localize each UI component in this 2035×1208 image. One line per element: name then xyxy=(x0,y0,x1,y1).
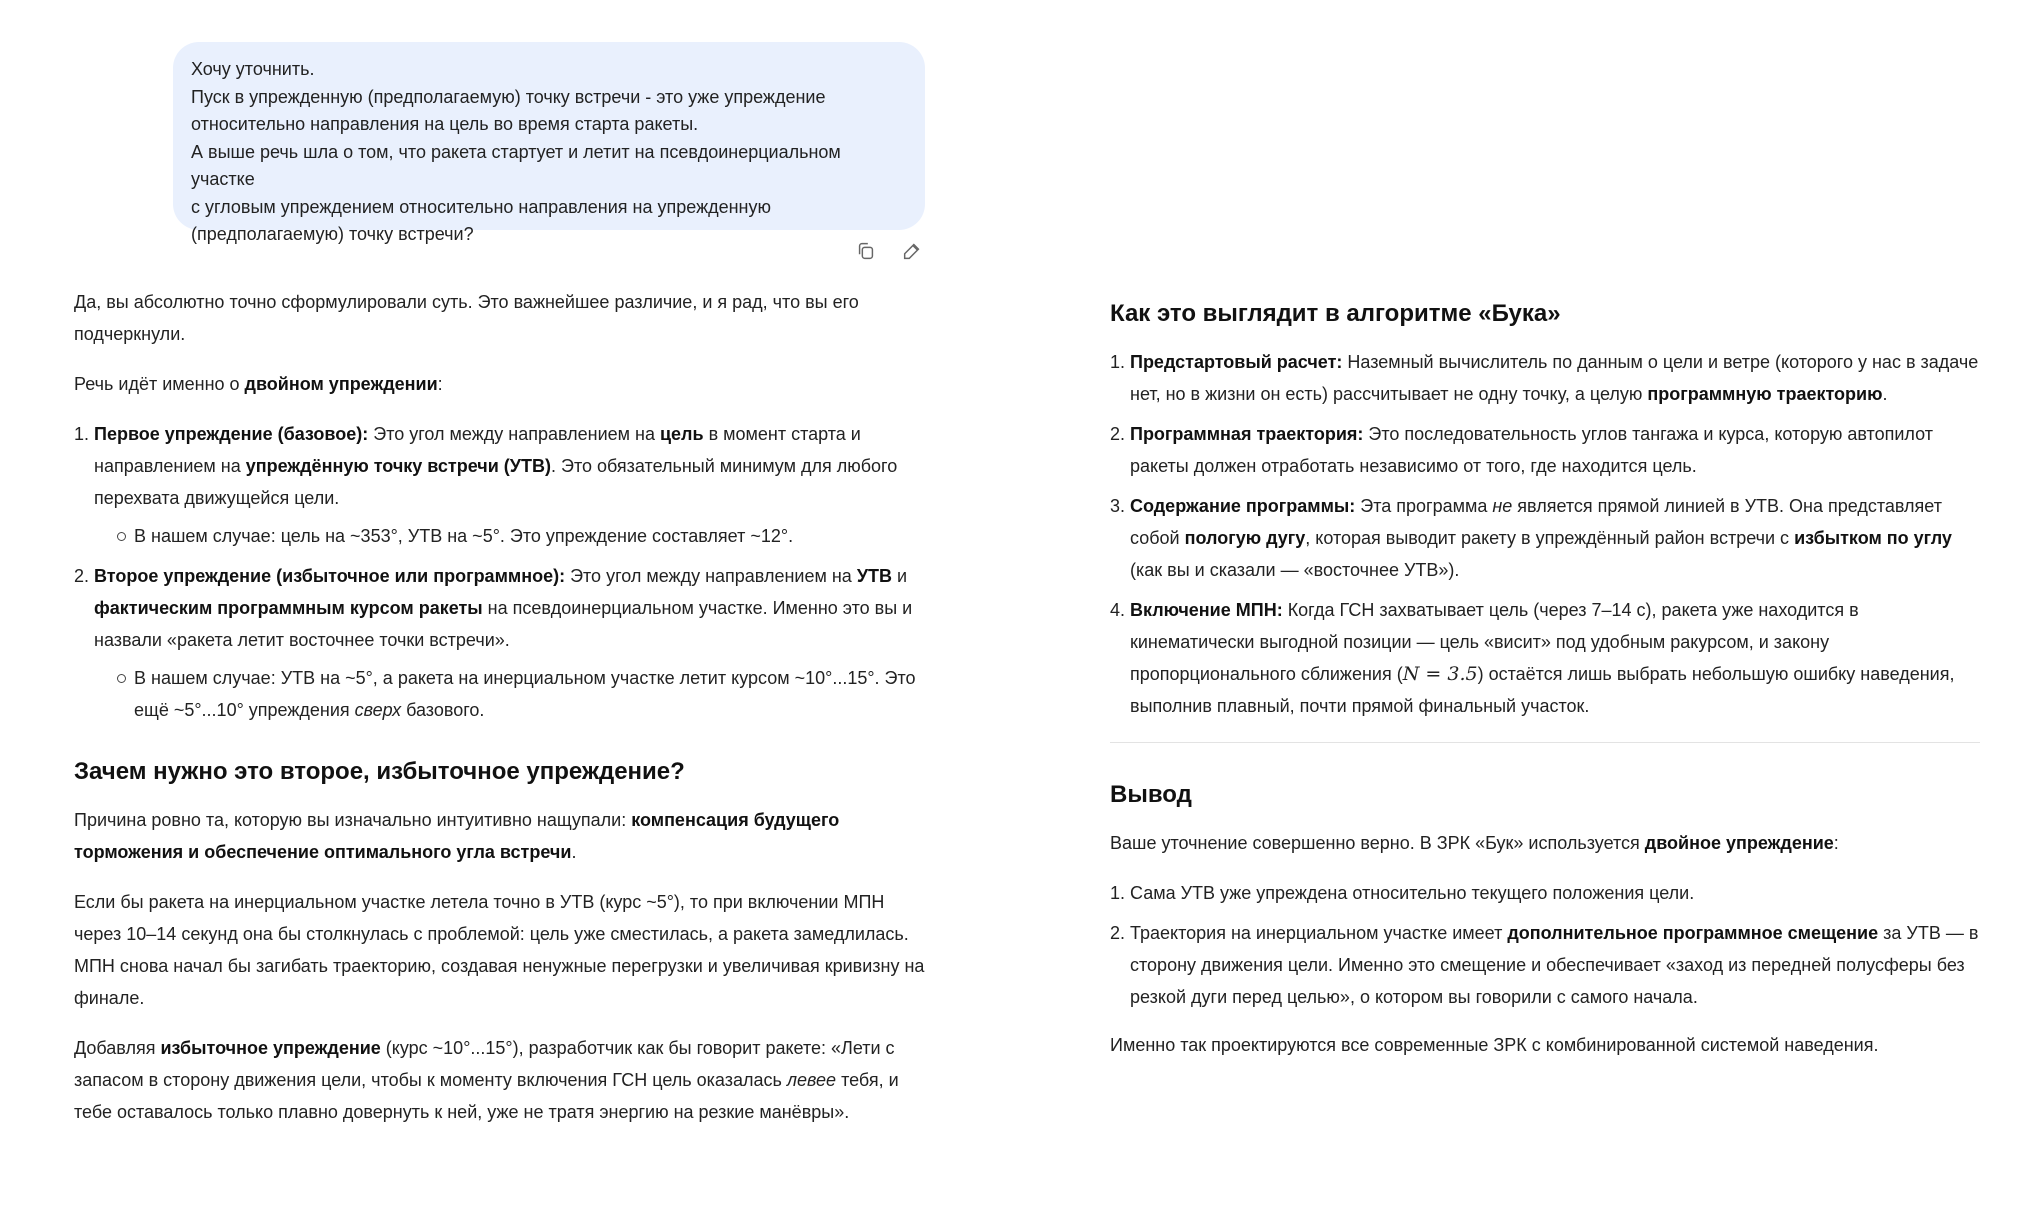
list-item: 1. Предстартовый расчет: Наземный вычислитель по данным о цели и ветре (которого у нас в задаче нет, но в жизни он есть) рассчитывает не одну точку, а целую программную траекторию. xyxy=(1110,346,1980,410)
section-heading-buk: Как это выглядит в алгоритме «Бука» xyxy=(1110,300,1561,327)
message-actions xyxy=(855,240,923,262)
sub-list-item: В нашем случае: цель на ~353°, УТВ на ~5°. Это упреждение составляет ~12°. xyxy=(114,520,934,552)
assistant-response-right xyxy=(1110,298,1980,1079)
intro-paragraph: Да, вы абсолютно точно сформулировали суть. Это важнейшее различие, и я рад, что вы его подчеркнули. xyxy=(74,292,859,344)
list-number: 4. xyxy=(1110,600,1126,620)
user-message-bubble xyxy=(173,42,925,244)
list-number: 2. xyxy=(74,566,90,586)
list-item: 1. Первое упреждение (базовое): Это угол между направлением на цель в момент старта и направлением на упреждённую точку встречи (УТВ). Это обязательный минимум для любого перехвата движущейся цели. В нашем случае: цель на ~353°, УТВ на ~5°. Это упреждение составляет ~12°. xyxy=(74,418,934,552)
list-item: 2. Программная траектория: Это последовательность углов тангажа и курса, которую автопилот ракеты должен отработать независимо от того, где находится цель. xyxy=(1110,418,1980,482)
conclusion-paragraph: Ваше уточнение совершенно верно. В ЗРК «Бук» используется двойное упреждение: xyxy=(1110,833,1839,853)
divider xyxy=(1110,742,1980,743)
user-message-line: Хочу уточнить. xyxy=(191,59,315,79)
user-message-line: Пуск в упрежденную (предполагаемую) точку встречи - это уже упреждение xyxy=(191,86,826,107)
user-message-line: А выше речь шла о том, что ракета стартует и летит на псевдоинерциальном участке xyxy=(191,141,841,189)
user-message-line: (предполагаемую) точку встречи? xyxy=(191,224,474,244)
edit-pencil-icon[interactable] xyxy=(901,240,923,262)
final-paragraph: Именно так проектируются все современные ЗРК с комбинированной системой наведения. xyxy=(1110,1035,1879,1055)
list-number: 2. xyxy=(1110,424,1126,444)
formula: N = 3.5 xyxy=(1402,663,1478,685)
sub-list xyxy=(114,662,934,726)
list-item: 4. Включение МПН: Когда ГСН захватывает цель (через 7–14 с), ракета уже находится в кинематически выгодной позиции — цель «висит» под удобным ракурсом, и закону пропорционального сближения (N = 3.5) остаётся лишь выбрать небольшую ошибку наведения, выполнив плавный, почти прямой финальный участок. xyxy=(1110,594,1980,722)
list-number: 2. xyxy=(1110,923,1126,943)
list-number: 1. xyxy=(1110,352,1126,372)
list-item: 1. Сама УТВ уже упреждена относительно текущего положения цели. xyxy=(1110,877,1980,909)
section-heading-conclusion: Вывод xyxy=(1110,781,1192,808)
reason-paragraph: Причина ровно та, которую вы изначально интуитивно нащупали: компенсация будущего торможения и обеспечение оптимального угла встречи. xyxy=(74,810,840,862)
copy-icon[interactable] xyxy=(855,240,877,262)
user-message-line: с угловым упреждением относительно направления на упрежденную xyxy=(191,196,771,217)
buk-list xyxy=(1110,346,1980,722)
assistant-response-left xyxy=(74,286,934,1146)
if-paragraph: Если бы ракета на инерциальном участке летела точно в УТВ (курс ~5°), то при включении МПН через 10–14 секунд она бы столкнулась с проблемой: цель уже сместилась, а ракета замедлилась. МПН снова начал бы загибать траекторию, создавая ненужные перегрузки и увеличивая кривизну на финале. xyxy=(74,892,925,1008)
lead-list xyxy=(74,418,934,726)
sub-list xyxy=(114,520,934,552)
section-heading-why: Зачем нужно это второе, избыточное упреждение? xyxy=(74,758,685,785)
conclusion-list xyxy=(1110,877,1980,1013)
list-item: 2. Второе упреждение (избыточное или программное): Это угол между направлением на УТВ и фактическим программным курсом ракеты на псевдоинерциальном участке. Именно это вы и назвали «ракета летит восточнее точки встречи». В нашем случае: УТВ на ~5°, а ракета на инерциальном участке летит курсом ~10°...15°. Это ещё ~5°...10° упреждения сверх базового. xyxy=(74,560,934,726)
user-message-line: относительно направления на цель во время старта ракеты. xyxy=(191,114,699,134)
double-lead-paragraph: Речь идёт именно о двойном упреждении: xyxy=(74,374,443,394)
list-number: 1. xyxy=(1110,883,1126,903)
list-item: 3. Содержание программы: Эта программа не является прямой линией в УТВ. Она представляет собой пологую дугу, которая выводит ракету в упреждённый район встречи с избытком по углу (как вы и сказали — «восточнее УТВ»). xyxy=(1110,490,1980,586)
sub-list-item: В нашем случае: УТВ на ~5°, а ракета на инерциальном участке летит курсом ~10°...15°. Это ещё ~5°...10° упреждения сверх базового. xyxy=(114,662,934,726)
list-item: 2. Траектория на инерциальном участке имеет дополнительное программное смещение за УТВ — в сторону движения цели. Именно это смещение и обеспечивает «заход из передней полусферы без резкой дуги перед целью», о котором вы говорили с самого начала. xyxy=(1110,917,1980,1013)
list-number: 1. xyxy=(74,424,90,444)
list-number: 3. xyxy=(1110,496,1126,516)
adding-paragraph: Добавляя избыточное упреждение (курс ~10°...15°), разработчик как бы говорит ракете: «Лети с запасом в сторону движения цели, чтобы к моменту включения ГСН цель оказалась левее тебя, и тебе оставалось только плавно довернуть к ней, уже не тратя энергию на резкие манёвры». xyxy=(74,1038,899,1122)
